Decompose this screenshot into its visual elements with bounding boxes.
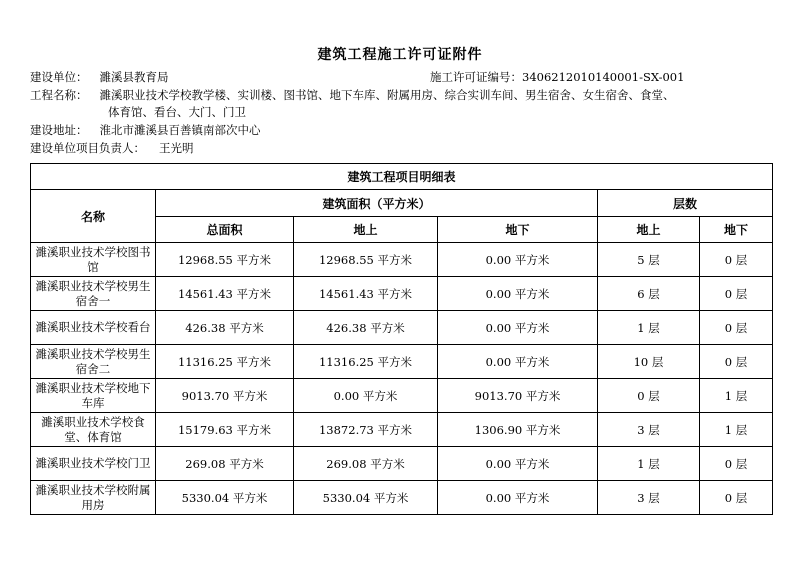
permit-value: 3406212010140001-SX-001 [522, 70, 685, 84]
row-above: 426.38 平方米 [294, 311, 438, 345]
row-floors-below: 0 层 [700, 345, 773, 379]
builder-value: 濉溪县教育局 [99, 70, 169, 84]
table-row [31, 379, 773, 413]
row-above: 0.00 平方米 [294, 379, 438, 413]
row-floors-below: 1 层 [700, 413, 773, 447]
row-above: 11316.25 平方米 [294, 345, 438, 379]
row-total: 5330.04 平方米 [156, 481, 294, 515]
address-value: 淮北市濉溪县百善镇南部次中心 [99, 123, 261, 137]
header-floors-above: 地上 [598, 217, 700, 243]
row-above: 269.08 平方米 [294, 447, 438, 481]
row-total: 12968.55 平方米 [156, 243, 294, 277]
row-name: 濉溪职业技术学校食堂、体育馆 [31, 413, 156, 447]
row-total: 269.08 平方米 [156, 447, 294, 481]
document-title: 建筑工程施工许可证附件 [317, 47, 483, 63]
header-floors-below: 地下 [700, 217, 773, 243]
manager-line [30, 140, 194, 156]
address-line [30, 122, 261, 138]
row-below: 0.00 平方米 [438, 277, 598, 311]
project-value-1: 濉溪职业技术学校教学楼、实训楼、图书馆、地下车库、附属用房、综合实训车间、男生宿舍、女生宿舍、食堂、 [99, 88, 675, 102]
row-floors-below: 0 层 [700, 243, 773, 277]
header-below: 地下 [438, 217, 598, 243]
row-floors-above: 5 层 [598, 243, 700, 277]
row-above: 13872.73 平方米 [294, 413, 438, 447]
row-floors-below: 0 层 [700, 311, 773, 345]
builder-label: 建设单位： [30, 70, 88, 84]
header-above: 地上 [294, 217, 438, 243]
row-floors-above: 6 层 [598, 277, 700, 311]
row-name: 濉溪职业技术学校图书馆 [31, 243, 156, 277]
project-value-2: 体育馆、看台、大门、门卫 [108, 105, 246, 119]
permit-line [430, 69, 684, 85]
row-below: 9013.70 平方米 [438, 379, 598, 413]
row-floors-above: 1 层 [598, 311, 700, 345]
table-row [31, 413, 773, 447]
row-above: 14561.43 平方米 [294, 277, 438, 311]
table-row [31, 311, 773, 345]
row-floors-above: 10 层 [598, 345, 700, 379]
row-floors-above: 3 层 [598, 481, 700, 515]
row-floors-above: 0 层 [598, 379, 700, 413]
row-floors-below: 1 层 [700, 379, 773, 413]
row-total: 11316.25 平方米 [156, 345, 294, 379]
row-below: 0.00 平方米 [438, 243, 598, 277]
table-row [31, 345, 773, 379]
address-label: 建设地址： [30, 123, 88, 137]
manager-value: 王光明 [159, 141, 194, 155]
row-total: 15179.63 平方米 [156, 413, 294, 447]
row-floors-above: 1 层 [598, 447, 700, 481]
project-line-1 [30, 87, 675, 103]
header-area-group: 建筑面积（平方米） [156, 190, 598, 217]
table-row [31, 447, 773, 481]
row-below: 0.00 平方米 [438, 311, 598, 345]
project-label: 工程名称： [30, 88, 88, 102]
row-name: 濉溪职业技术学校男生宿舍一 [31, 277, 156, 311]
row-name: 濉溪职业技术学校附属用房 [31, 481, 156, 515]
header-floor-group: 层数 [598, 190, 773, 217]
row-above: 12968.55 平方米 [294, 243, 438, 277]
row-above: 5330.04 平方米 [294, 481, 438, 515]
row-name: 濉溪职业技术学校地下车库 [31, 379, 156, 413]
row-name: 濉溪职业技术学校看台 [31, 311, 156, 345]
builder-line [30, 69, 169, 85]
row-floors-above: 3 层 [598, 413, 700, 447]
row-floors-below: 0 层 [700, 277, 773, 311]
manager-label: 建设单位项目负责人： [30, 141, 145, 155]
row-below: 1306.90 平方米 [438, 413, 598, 447]
row-total: 426.38 平方米 [156, 311, 294, 345]
header-name: 名称 [31, 190, 156, 243]
table-row [31, 243, 773, 277]
header-total: 总面积 [156, 217, 294, 243]
row-name: 濉溪职业技术学校男生宿舍二 [31, 345, 156, 379]
project-line-2 [108, 104, 246, 120]
row-total: 9013.70 平方米 [156, 379, 294, 413]
row-floors-below: 0 层 [700, 447, 773, 481]
row-total: 14561.43 平方米 [156, 277, 294, 311]
project-detail-table [30, 163, 773, 515]
permit-label: 施工许可证编号： [430, 70, 522, 84]
row-below: 0.00 平方米 [438, 481, 598, 515]
table-row [31, 481, 773, 515]
row-below: 0.00 平方米 [438, 447, 598, 481]
row-name: 濉溪职业技术学校门卫 [31, 447, 156, 481]
row-floors-below: 0 层 [700, 481, 773, 515]
row-below: 0.00 平方米 [438, 345, 598, 379]
table-row [31, 277, 773, 311]
table-title: 建筑工程项目明细表 [31, 164, 773, 190]
